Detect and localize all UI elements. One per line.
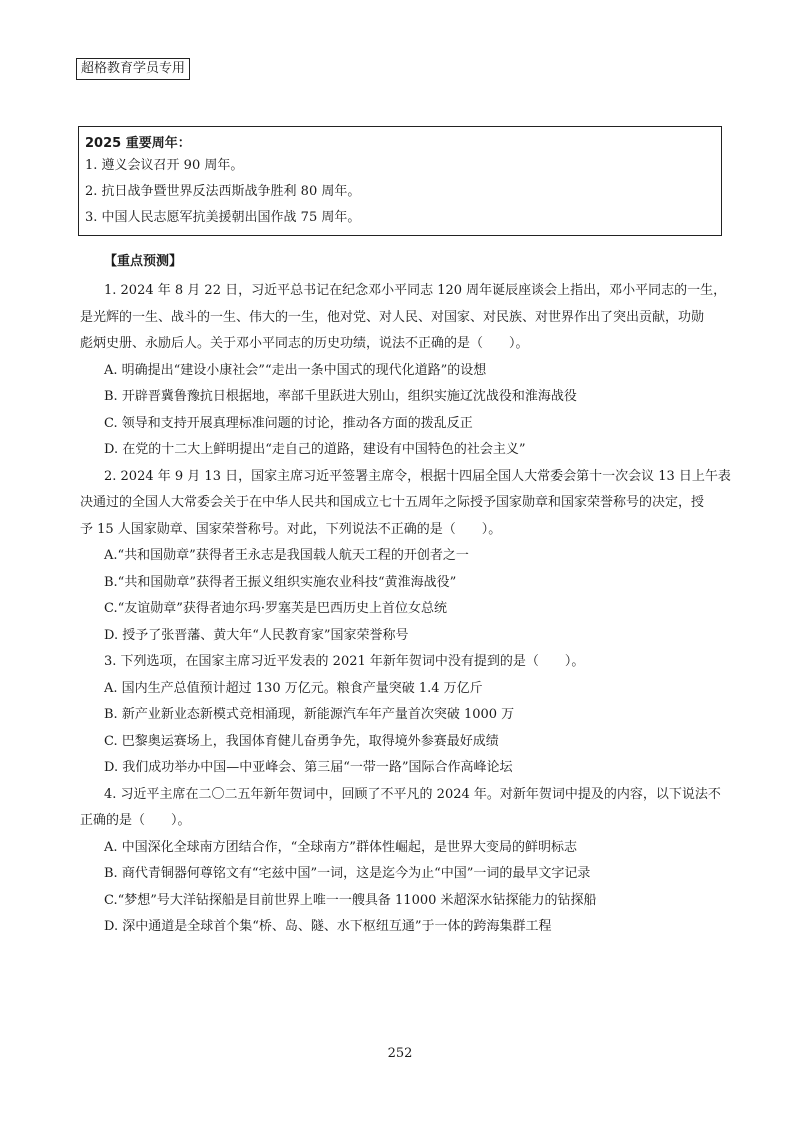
- question-stem-line: 予 15 人国家勋章、国家荣誉称号。对此，下列说法不正确的是（ ）。: [80, 521, 502, 537]
- option-d: D. 授予了张晋藩、黄大年“人民教育家”国家荣誉称号: [104, 627, 409, 643]
- option-d: D. 深中通道是全球首个集“桥、岛、隧、水下枢纽互通”于一体的跨海集群工程: [104, 919, 552, 934]
- question-stem-line: 1. 2024 年 8 月 22 日，习近平总书记在纪念邓小平同志 120 周年诞辰座谈会上指出，邓小平同志的一生，: [104, 283, 727, 298]
- anniversary-box: [78, 126, 722, 236]
- option-a: A. 中国深化全球南方团结合作，“全球南方”群体性崛起，是世界大变局的鲜明标志: [104, 839, 577, 855]
- option-b: B.“共和国勋章”获得者王振义组织实施农业科技“黄淮海战役”: [104, 574, 457, 590]
- question-3: [80, 652, 724, 785]
- question-2: [80, 467, 731, 653]
- question-1: [80, 281, 727, 467]
- page-number: 252: [387, 1046, 413, 1061]
- question-stem-line: 决通过的全国人大常委会关于在中华人民共和国成立七十五周年之际授予国家勋章和国家荣誉称号的决定，授: [80, 495, 705, 510]
- option-d: D. 我们成功举办中国—中亚峰会、第三届“一带一路”国际合作高峰论坛: [104, 760, 513, 775]
- option-c: C.“梦想”号大洋钻探船是目前世界上唯一一艘具备 11000 米超深水钻探能力的钻探船: [104, 892, 597, 908]
- question-list: [80, 281, 731, 944]
- option-a: A.“共和国勋章”获得者王永志是我国载人航天工程的开创者之一: [104, 548, 469, 563]
- option-d: D. 在党的十二大上鲜明提出“走自己的道路，建设有中国特色的社会主义”: [104, 442, 526, 457]
- question-stem-line: 2. 2024 年 9 月 13 日，国家主席习近平签署主席令，根据十四届全国人大常委会第十一次会议 13 日上午表: [104, 468, 731, 484]
- question-stem-line: 3. 下列选项，在国家主席习近平发表的 2021 年新年贺词中没有提到的是（ ）。: [104, 654, 585, 669]
- anniversary-item: 3. 中国人民志愿军抗美援朝出国作战 75 周年。: [85, 210, 361, 225]
- section-title: 【重点预测】: [104, 254, 183, 269]
- question-stem-line: 4. 习近平主席在二〇二五年新年贺词中，回顾了不平凡的 2024 年。对新年贺词中提及的内容，以下说法不: [104, 786, 721, 802]
- question-4: [80, 785, 724, 944]
- anniversary-item: 2. 抗日战争暨世界反法西斯战争胜利 80 周年。: [85, 184, 361, 199]
- option-c: C. 巴黎奥运赛场上，我国体育健儿奋勇争先，取得境外参赛最好成绩: [104, 733, 499, 749]
- anniversary-title: 2025 重要周年：: [85, 136, 191, 151]
- option-c: C.“友谊勋章”获得者迪尔玛·罗塞芙是巴西历史上首位女总统: [104, 601, 448, 616]
- question-stem-line: 正确的是（ ）。: [80, 813, 191, 828]
- anniversary-item: 1. 遵义会议召开 90 周年。: [85, 158, 244, 173]
- option-b: B. 新产业新业态新模式竞相涌现，新能源汽车年产量首次突破 1000 万: [104, 707, 515, 722]
- header-tag: 超格教育学员专用: [76, 58, 190, 80]
- option-b: B. 开辟晋冀鲁豫抗日根据地，率部千里跃进大别山，组织实施辽沈战役和淮海战役: [104, 389, 577, 404]
- option-a: A. 国内生产总值预计超过 130 万亿元。粮食产量突破 1.4 万亿斤: [104, 680, 483, 696]
- option-a: A. 明确提出“建设小康社会”“走出一条中国式的现代化道路”的设想: [104, 362, 487, 378]
- option-b: B. 商代青铜器何尊铭文有“宅兹中国”一词，这是迄今为止“中国”一词的最早文字记录: [104, 866, 591, 881]
- option-c: C. 领导和支持开展真理标准问题的讨论，推动各方面的拨乱反正: [104, 415, 473, 431]
- question-stem-line: 彪炳史册、永励后人。关于邓小平同志的历史功绩，说法不正确的是（ ）。: [80, 336, 529, 351]
- question-stem-line: 是光辉的一生、战斗的一生、伟大的一生，他对党、对人民、对国家、对民族、对世界作出了突出贡献，功勋: [80, 309, 705, 325]
